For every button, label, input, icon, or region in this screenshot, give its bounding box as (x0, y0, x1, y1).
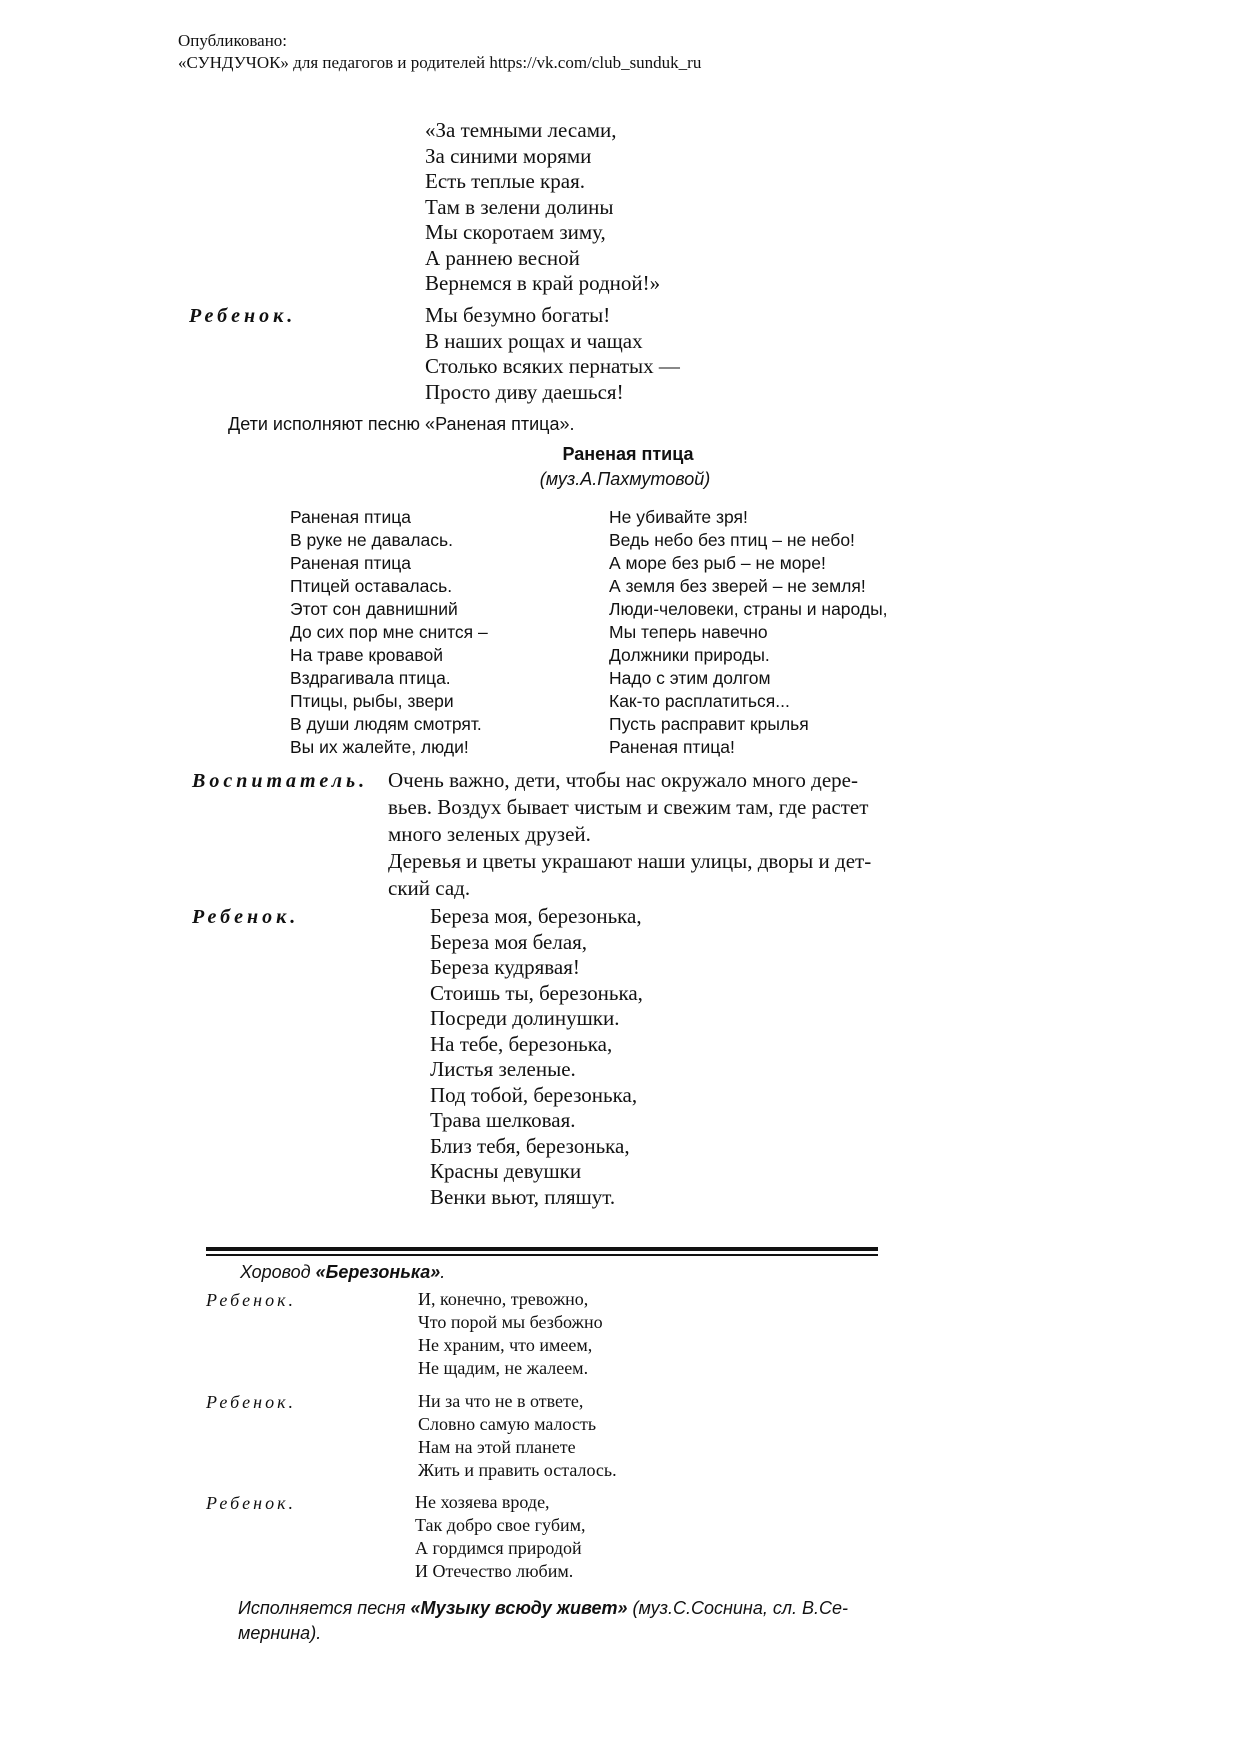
para-line: Очень важно, дети, чтобы нас окружало много дере- (388, 768, 858, 792)
stanza-line: Словно самую малость (418, 1414, 597, 1434)
header-line-2: «СУНДУЧОК» для педагогов и родителей https://vk.com/club_sunduk_ru (178, 53, 702, 72)
stanza-1 (418, 1288, 603, 1380)
verse-line: Там в зелени долины (425, 194, 614, 219)
stanza-2 (418, 1390, 617, 1482)
verse-line: Близ тебя, березонька, (430, 1133, 630, 1158)
verse-line: А раннею весной (425, 245, 580, 270)
verse-line: Красны девушки (430, 1159, 582, 1183)
speaker-child-birch: Ребенок. (192, 906, 300, 928)
song-line: А земля без зверей – не земля! (609, 576, 866, 596)
dance-prefix: Хоровод (240, 1262, 316, 1282)
final-line-2: мернина). (238, 1623, 322, 1643)
song-line: Надо с этим долгом (609, 668, 771, 688)
dance-suffix: . (440, 1262, 446, 1282)
stanza-line: Нам на этой планете (418, 1437, 576, 1457)
final-song-title: «Музыку всюду живет» (410, 1598, 628, 1618)
verse-line: Трава шелковая. (430, 1108, 576, 1132)
verse-line: Просто диву даешься! (425, 379, 624, 404)
speaker-child: Ребенок. (189, 305, 297, 327)
song-line: В руке не давалась. (290, 530, 453, 550)
verse-rich (425, 303, 680, 405)
song-line: В души людям смотрят. (290, 714, 482, 734)
para-line: много зеленых друзей. (388, 822, 591, 846)
verse-line: Столько всяких пернатых — (425, 354, 680, 378)
verse-line: Мы безумно богаты! (425, 303, 611, 327)
song-line: Этот сон давнишний (290, 599, 458, 619)
stanza-line: Ни за что не в ответе, (418, 1391, 584, 1411)
stanza-line: Что порой мы безбожно (418, 1312, 603, 1332)
speaker-child-2: Ребенок. (206, 1392, 296, 1412)
speaker-child-1: Ребенок. (206, 1290, 296, 1310)
verse-line: В наших рощах и чащах (425, 328, 643, 353)
stanza-line: Не храним, что имеем, (418, 1335, 593, 1355)
para-line: Деревья и цветы украшают наши улицы, дворы и дет- (388, 849, 872, 873)
song-line: На траве кровавой (290, 645, 443, 665)
dance-direction (240, 1262, 445, 1283)
song-credit: (муз.А.Пахмутовой) (539, 469, 711, 489)
section-divider (206, 1247, 878, 1251)
final-prefix: Исполняется песня (238, 1598, 411, 1618)
song-line: Раненая птица! (609, 737, 735, 757)
section-divider-thin (206, 1254, 878, 1256)
song-line: Вы их жалейте, люди! (290, 737, 469, 757)
song-line: Вздрагивала птица. (290, 668, 451, 688)
song-line: Пусть расправит крылья (609, 714, 809, 734)
verse-line: «За темными лесами, (425, 118, 617, 142)
stanza-line: Не щадим, не жалеем. (418, 1358, 589, 1378)
verse-line: Листья зеленые. (430, 1057, 576, 1081)
stanza-3 (415, 1491, 586, 1583)
song-line: Раненая птица (290, 507, 411, 527)
verse-line: Мы скоротаем зиму, (425, 220, 606, 244)
song-line: Ведь небо без птиц – не небо! (609, 530, 855, 550)
song-line: А море без рыб – не море! (609, 553, 826, 573)
stanza-line: И Отечество любим. (415, 1561, 574, 1581)
verse-birch (430, 904, 643, 1210)
dance-title: «Березонька» (315, 1262, 441, 1282)
song-line: Люди-человеки, страны и народы, (609, 599, 888, 619)
verse-line: Под тобой, березонька, (430, 1082, 638, 1107)
stanza-line: И, конечно, тревожно, (418, 1289, 589, 1309)
final-direction (238, 1596, 848, 1646)
song-column-1 (290, 506, 488, 759)
song-line: Раненая птица (290, 553, 411, 573)
header-line-1: Опубликовано: (178, 31, 288, 50)
song-line: Должники природы. (609, 645, 770, 665)
verse-line: На тебе, березонька, (430, 1031, 613, 1056)
stanza-line: А гордимся природой (415, 1538, 582, 1558)
verse-line: Береза моя, березонька, (430, 904, 642, 928)
song-line: Как-то расплатиться... (609, 691, 790, 711)
song-line: Птицы, рыбы, звери (290, 691, 454, 711)
verse-line: Вернемся в край родной!» (425, 271, 661, 295)
teacher-paragraph (388, 767, 871, 902)
verse-line: Береза моя белая, (430, 929, 588, 954)
verse-line: Береза кудрявая! (430, 955, 580, 979)
final-credit: (муз.С.Соснина, сл. В.Се- (627, 1598, 849, 1618)
publication-header (178, 30, 701, 74)
song-line: Мы теперь навечно (609, 622, 768, 642)
stanza-line: Жить и править осталось. (418, 1460, 617, 1480)
verse-birds (425, 118, 660, 297)
stage-direction: Дети исполняют песню «Раненая птица». (228, 414, 575, 434)
verse-line: Стоишь ты, березонька, (430, 980, 643, 1005)
speaker-teacher: Воспитатель. (192, 770, 369, 792)
song-title: Раненая птица (562, 444, 694, 464)
para-line: вьев. Воздух бывает чистым и свежим там, где растет (388, 795, 869, 819)
song-line: Птицей оставалась. (290, 576, 453, 596)
song-line: До сих пор мне снится – (290, 622, 488, 642)
speaker-child-3: Ребенок. (206, 1493, 296, 1513)
final-line-1 (238, 1596, 848, 1621)
verse-line: За синими морями (425, 143, 592, 168)
para-line: ский сад. (388, 876, 471, 900)
verse-line: Есть теплые края. (425, 169, 585, 193)
song-column-2 (609, 506, 888, 759)
verse-line: Венки вьют, пляшут. (430, 1184, 616, 1209)
stanza-line: Не хозяева вроде, (415, 1492, 550, 1512)
song-line: Не убивайте зря! (609, 507, 748, 527)
verse-line: Посреди долинушки. (430, 1006, 620, 1030)
stanza-line: Так добро свое губим, (415, 1515, 586, 1535)
